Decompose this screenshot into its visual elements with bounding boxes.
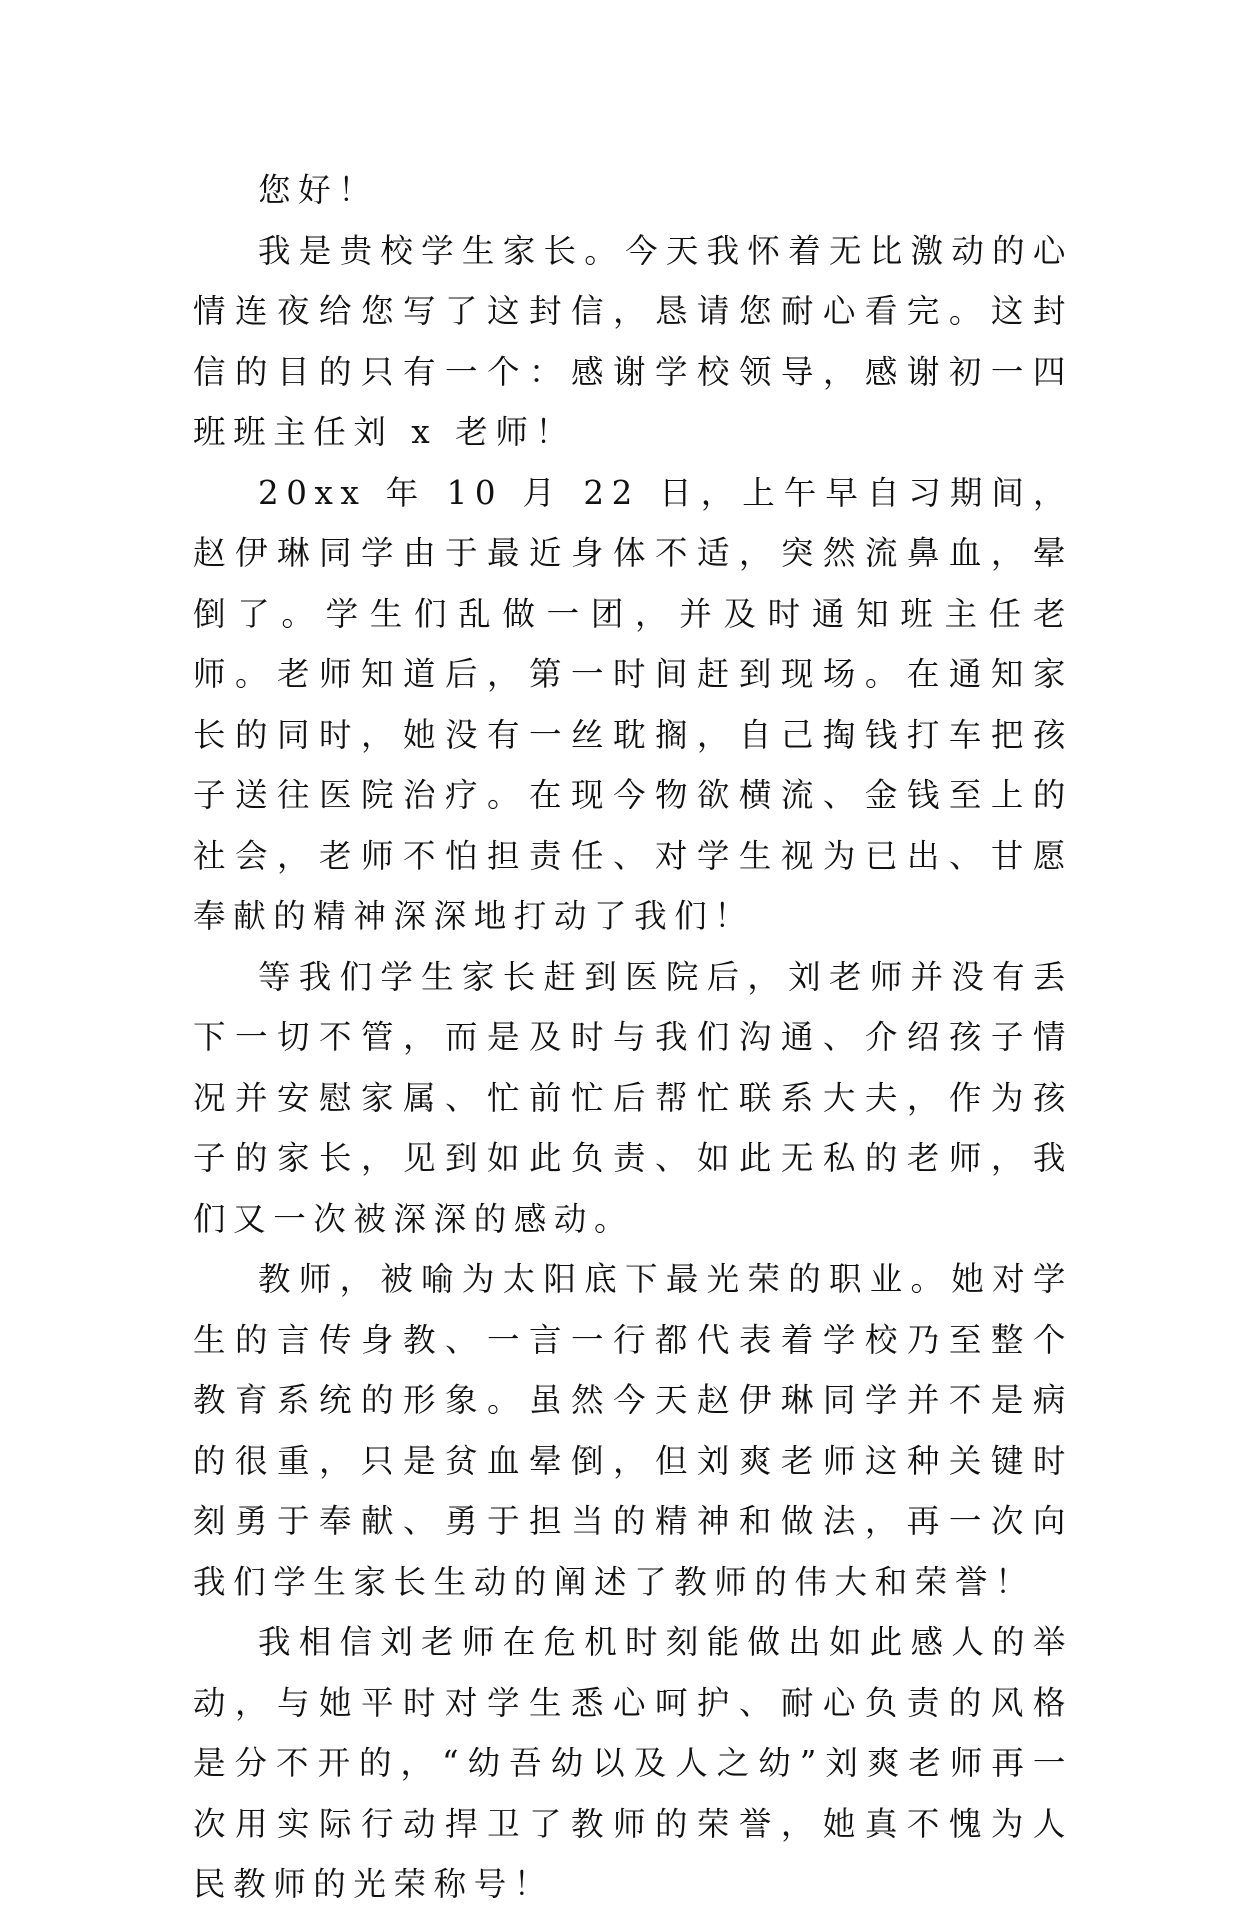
paragraph: 我是贵校学生家长。今天我怀着无比激动的心情连夜给您写了这封信，恳请您耐心看完。这封信的目的只有一个：感谢学校领导，感谢初一四班班主任刘 x 老师！ [193, 231, 1073, 451]
paragraph: 教师，被喻为太阳底下最光荣的职业。她对学生的言传身教、一言一行都代表着学校乃至整个教育系统的形象。虽然今天赵伊琳同学并不是病的很重，只是贫血晕倒，但刘爽老师这种关键时刻勇于奉献、勇于担当的精神和做法，再一次向我们学生家长生动的阐述了教师的伟大和荣誉！ [193, 1260, 1073, 1601]
greeting: 您好！ [258, 171, 379, 209]
paragraph: 等我们学生家长赶到医院后，刘老师并没有丢下一切不管，而是及时与我们沟通、介绍孩子情况并安慰家属、忙前忙后帮忙联系大夫，作为孩子的家长，见到如此负责、如此无私的老师，我们又一次被深深的感动。 [193, 957, 1073, 1238]
paragraph: 我相信刘老师在危机时刻能做出如此感人的举动，与她平时对学生悉心呵护、耐心负责的风格是分不开的，“幼吾幼以及人之幼”刘爽老师再一次用实际行动捍卫了教师的荣誉，她真不愧为人民教师的光荣称号！ [193, 1623, 1073, 1903]
paragraph: 20xx 年 10 月 22 日，上午早自习期间，赵伊琳同学由于最近身体不适，突然流鼻血，晕倒了。学生们乱做一团，并及时通知班主任老师。老师知道后，第一时间赶到现场。在通知家长的同时，她没有一丝耽搁，自己掏钱打车把孩子送往医院治疗。在现今物欲横流、金钱至上的社会，老师不怕担责任、对学生视为已出、甘愿奉献的精神深深地打动了我们！ [193, 473, 1073, 935]
letter-body [193, 160, 1073, 1915]
